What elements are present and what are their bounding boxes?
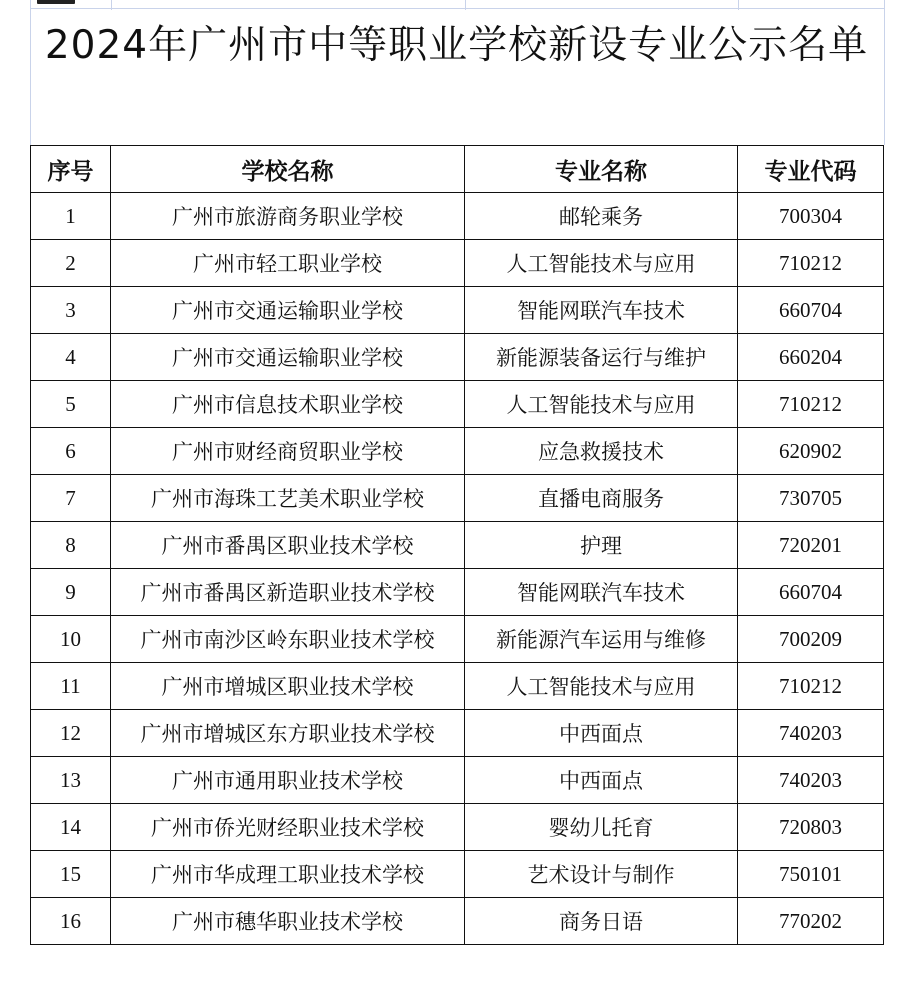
row-code: 750101 — [738, 851, 884, 898]
table-row — [31, 710, 884, 757]
school-major-table — [30, 145, 884, 945]
row-index: 8 — [31, 522, 111, 569]
row-major: 智能网联汽车技术 — [465, 569, 738, 616]
row-school: 广州市穗华职业技术学校 — [111, 898, 465, 945]
row-code: 770202 — [738, 898, 884, 945]
row-index: 9 — [31, 569, 111, 616]
row-major: 人工智能技术与应用 — [465, 240, 738, 287]
row-school: 广州市增城区职业技术学校 — [111, 663, 465, 710]
table-row — [31, 663, 884, 710]
row-major: 新能源装备运行与维护 — [465, 334, 738, 381]
header-major-code: 专业代码 — [738, 146, 884, 193]
document-title: 2024年广州市中等职业学校新设专业公示名单 — [44, 23, 869, 68]
row-index: 2 — [31, 240, 111, 287]
row-index: 16 — [31, 898, 111, 945]
row-major: 艺术设计与制作 — [465, 851, 738, 898]
row-index: 3 — [31, 287, 111, 334]
row-school: 广州市侨光财经职业技术学校 — [111, 804, 465, 851]
table-row — [31, 475, 884, 522]
row-major: 智能网联汽车技术 — [465, 287, 738, 334]
table-row — [31, 804, 884, 851]
header-school-name: 学校名称 — [111, 146, 465, 193]
row-index: 10 — [31, 616, 111, 663]
row-index: 14 — [31, 804, 111, 851]
row-code: 730705 — [738, 475, 884, 522]
table-row — [31, 616, 884, 663]
row-index: 1 — [31, 193, 111, 240]
row-code: 660204 — [738, 334, 884, 381]
grid-line — [465, 0, 466, 10]
row-index: 15 — [31, 851, 111, 898]
row-school: 广州市轻工职业学校 — [111, 240, 465, 287]
row-major: 人工智能技术与应用 — [465, 663, 738, 710]
row-major: 商务日语 — [465, 898, 738, 945]
table-header-row — [31, 146, 884, 193]
row-index: 12 — [31, 710, 111, 757]
table-row — [31, 898, 884, 945]
row-major: 新能源汽车运用与维修 — [465, 616, 738, 663]
table-row — [31, 851, 884, 898]
cropped-text-fragment — [37, 0, 75, 4]
row-major: 中西面点 — [465, 710, 738, 757]
header-major-name: 专业名称 — [465, 146, 738, 193]
row-major: 人工智能技术与应用 — [465, 381, 738, 428]
table-row — [31, 428, 884, 475]
row-code: 710212 — [738, 663, 884, 710]
row-index: 4 — [31, 334, 111, 381]
row-index: 13 — [31, 757, 111, 804]
row-school: 广州市交通运输职业学校 — [111, 334, 465, 381]
row-school: 广州市信息技术职业学校 — [111, 381, 465, 428]
row-major: 邮轮乘务 — [465, 193, 738, 240]
row-school: 广州市增城区东方职业技术学校 — [111, 710, 465, 757]
row-code: 660704 — [738, 569, 884, 616]
table-row — [31, 287, 884, 334]
table-row — [31, 334, 884, 381]
row-school: 广州市旅游商务职业学校 — [111, 193, 465, 240]
row-school: 广州市通用职业技术学校 — [111, 757, 465, 804]
row-code: 710212 — [738, 381, 884, 428]
table-row — [31, 757, 884, 804]
grid-line — [738, 0, 739, 10]
row-code: 710212 — [738, 240, 884, 287]
row-school: 广州市南沙区岭东职业技术学校 — [111, 616, 465, 663]
row-major: 护理 — [465, 522, 738, 569]
row-school: 广州市番禺区职业技术学校 — [111, 522, 465, 569]
table-row — [31, 381, 884, 428]
row-code: 720803 — [738, 804, 884, 851]
row-index: 11 — [31, 663, 111, 710]
table-row — [31, 569, 884, 616]
row-code: 660704 — [738, 287, 884, 334]
row-major: 直播电商服务 — [465, 475, 738, 522]
row-major: 婴幼儿托育 — [465, 804, 738, 851]
row-school: 广州市交通运输职业学校 — [111, 287, 465, 334]
row-major: 中西面点 — [465, 757, 738, 804]
row-code: 620902 — [738, 428, 884, 475]
row-index: 7 — [31, 475, 111, 522]
row-index: 6 — [31, 428, 111, 475]
row-major: 应急救援技术 — [465, 428, 738, 475]
table-row — [31, 193, 884, 240]
row-index: 5 — [31, 381, 111, 428]
header-index: 序号 — [31, 146, 111, 193]
row-school: 广州市财经商贸职业学校 — [111, 428, 465, 475]
row-school: 广州市番禺区新造职业技术学校 — [111, 569, 465, 616]
table-row — [31, 522, 884, 569]
row-code: 700304 — [738, 193, 884, 240]
row-code: 740203 — [738, 710, 884, 757]
grid-line — [31, 8, 884, 9]
grid-line — [111, 0, 112, 10]
row-school: 广州市华成理工职业技术学校 — [111, 851, 465, 898]
table-row — [31, 240, 884, 287]
row-school: 广州市海珠工艺美术职业学校 — [111, 475, 465, 522]
row-code: 720201 — [738, 522, 884, 569]
row-code: 700209 — [738, 616, 884, 663]
row-code: 740203 — [738, 757, 884, 804]
